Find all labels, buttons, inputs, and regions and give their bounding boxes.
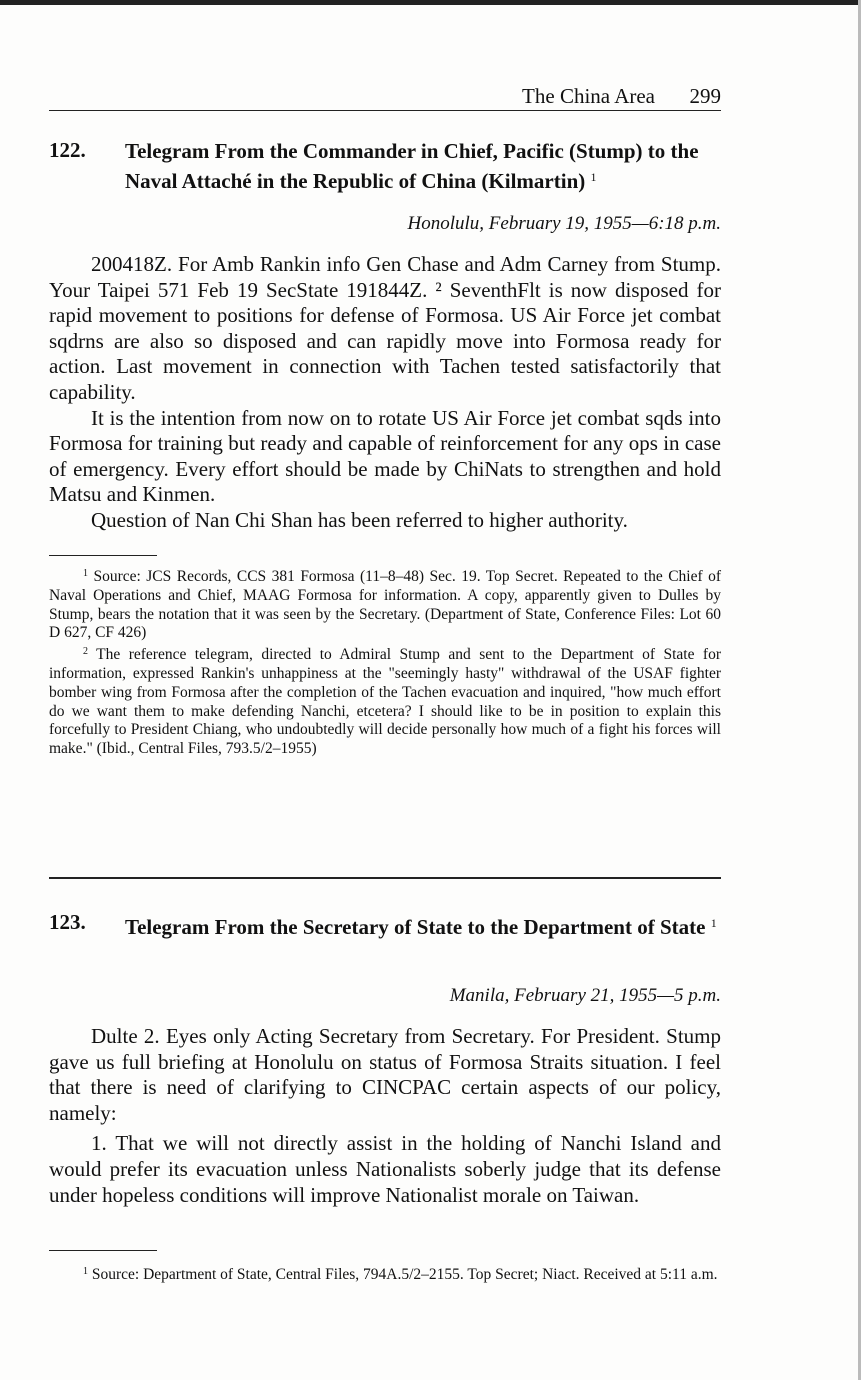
dateline: Honolulu, February 19, 1955—6:18 p.m. (407, 213, 721, 234)
running-head-title: The China Area (522, 84, 655, 108)
footnote-mark: 2 (83, 646, 88, 658)
document-title: Telegram From the Commander in Chief, Pacific (Stump) to the Naval Attaché in the Republic of China (Kilmartin) $^1$ (125, 139, 699, 193)
document-number: 123. (49, 910, 86, 934)
footnote-mark: 1 (83, 1266, 88, 1277)
body-paragraph: Question of Nan Chi Shan has been referred to higher authority. (91, 507, 628, 532)
body-paragraph: It is the intention from now on to rotate US Air Force jet combat sqds into Formosa for training but ready and capable of reinforcement for any ops in case of emergency. Every effort should be made by ChiNats to strengthen and hold Matsu and Kinmen. (49, 405, 721, 507)
running-head (49, 84, 721, 111)
body-paragraph: 200418Z. For Amb Rankin info Gen Chase and Adm Carney from Stump. Your Taipei 571 Feb 19 SecState 191844Z. ² SeventhFlt is now disposed for rapid movement to positions for defense of Formosa. US Air Force jet combat sqdrns are also so disposed and can rapidly move into Formosa ready for action. Last movement in connection with Tachen tested satisfactorily that capability. (49, 252, 721, 404)
footnote-reference: 1 (590, 170, 597, 184)
document-title: Telegram From the Secretary of State to the Department of State $^1$ (125, 915, 717, 939)
document-body (49, 252, 721, 534)
footnotes (49, 1263, 721, 1285)
footnote-rule (49, 1250, 157, 1251)
document-body (49, 1024, 721, 1208)
footnote-reference: 1 (710, 916, 717, 930)
body-paragraph: Dulte 2. Eyes only Acting Secretary from Secretary. For President. Stump gave us full briefing at Honolulu on status of Formosa Straits situation. I feel that there is need of clarifying to CINCPAC certain aspects of our policy, namely: (49, 1024, 721, 1125)
document-separator (49, 877, 721, 879)
page-top-edge (0, 0, 861, 5)
body-paragraph: 1. That we will not directly assist in the holding of Nanchi Island and would prefer its evacuation unless Nationalists soberly judge that its defense under hopeless conditions will improve Nationalist morale on Taiwan. (49, 1131, 721, 1207)
document-number: 122. (49, 138, 86, 162)
page-number: 299 (689, 84, 721, 108)
footnote: $^1$ Source: JCS Records, CCS 381 Formosa (11–8–48) Sec. 19. Top Secret. Repeated to the Chief of Naval Operations and Chief, MAAG Formosa for information. A copy, apparently given to Dulles by Stump, bears the notation that it was seen by the Secretary. (Department of State, Conference Files: Lot 60 D 627, CF 426) (49, 568, 721, 642)
footnotes (49, 565, 721, 759)
footnote-mark: 1 (83, 568, 88, 579)
footnote: $^1$ Source: Department of State, Central Files, 794A.5/2–2155. Top Secret; Niact. Received at 5:11 a.m. (83, 1266, 718, 1283)
footnote: $^2$ The reference telegram, directed to Admiral Stump and sent to the Department of State for information, expressed Rankin's unhappiness at the "seemingly hasty" withdrawal of the USAF fighter bomber wing from Formosa after the completion of the Tachen evacuation and inquired, "how much effort do we want them to make defending Nanchi, etcetera? I should like to be in position to explain this forcefully to President Chiang, who undoubtedly will decide personally how much of a fight his forces will make." (Ibid., Central Files, 793.5/2–1955) (49, 646, 721, 758)
footnote-rule (49, 555, 157, 556)
dateline: Manila, February 21, 1955—5 p.m. (449, 985, 721, 1006)
